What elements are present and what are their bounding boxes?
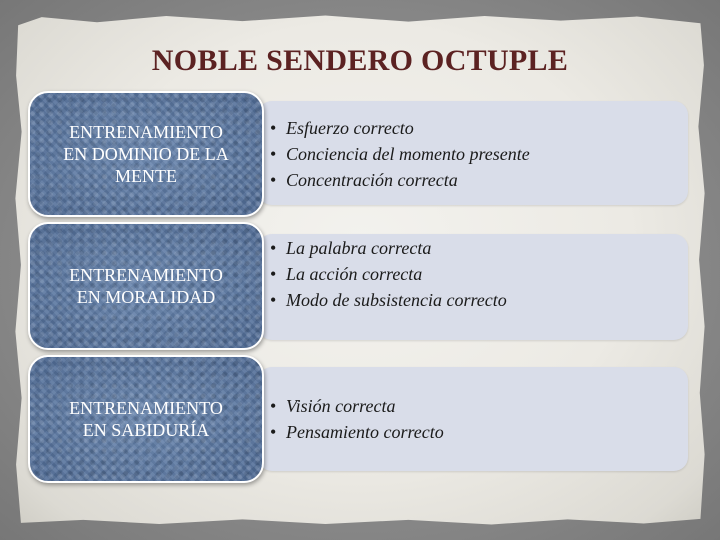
category-label-line: EN SABIDURÍA: [82, 420, 210, 440]
list-item: • Visión correcta: [270, 393, 444, 419]
slide-title: NOBLE SENDERO OCTUPLE: [151, 44, 569, 77]
list-item: • Pensamiento correcto: [270, 419, 444, 445]
bullet-list: [270, 235, 507, 313]
list-item: • Concentración correcta: [270, 167, 530, 193]
list-item: • Esfuerzo correcto: [270, 115, 530, 141]
section-row-morality: [28, 222, 688, 350]
category-label-line: EN DOMINIO DE LA: [63, 144, 229, 164]
list-item: • La palabra correcta: [270, 235, 507, 261]
section-row-wisdom: [28, 355, 688, 483]
list-item: • Modo de subsistencia correcto: [270, 287, 507, 313]
section-row-mind: [28, 91, 688, 217]
category-box-wisdom: [28, 355, 264, 483]
category-label-line: EN MORALIDAD: [76, 287, 216, 307]
category-box-morality: [28, 222, 264, 350]
category-label-line: MENTE: [115, 166, 177, 186]
bullet-list: [270, 115, 530, 193]
category-label-line: ENTRENAMIENTO: [69, 398, 223, 418]
category-box-mind: [28, 91, 264, 217]
category-label-line: ENTRENAMIENTO: [69, 265, 223, 285]
bullet-list: [270, 393, 444, 445]
category-label-line: ENTRENAMIENTO: [69, 122, 223, 142]
list-item: • Conciencia del momento presente: [270, 141, 530, 167]
list-item: • La acción correcta: [270, 261, 507, 287]
